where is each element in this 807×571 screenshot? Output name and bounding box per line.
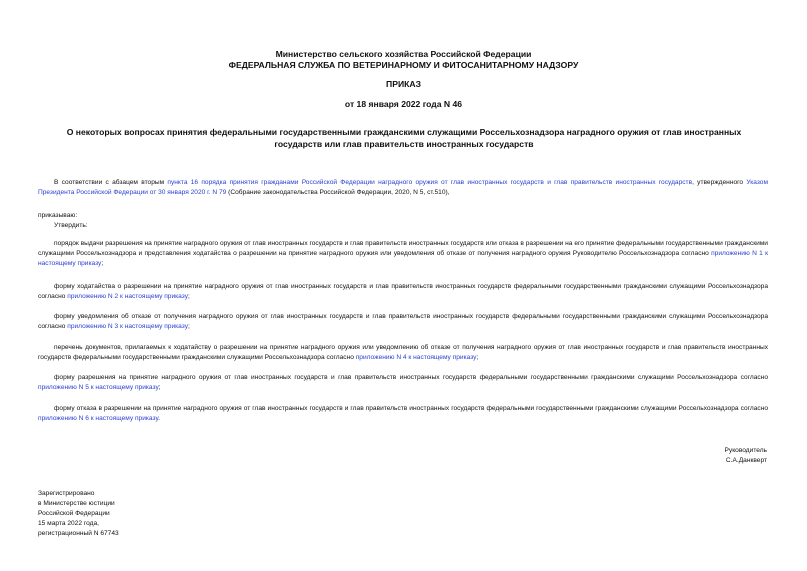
item-text: форму уведомления об отказе от получения наградного оружия от глав иностранных государств и глав правительств иностранных государств федеральными государственными гражданскими служащими Россельхознадзора согласно: [38, 313, 768, 330]
item-end: ;: [158, 384, 161, 391]
item-end: ;: [188, 323, 190, 330]
item-end: ;: [476, 354, 479, 361]
registration-line: Зарегистрировано: [38, 490, 95, 497]
item-text: форму разрешения на принятие наградного оружия от глав иностранных государств и глав правительств иностранных государств федеральными государственными гражданскими служащими Россельхознадзора согласно: [54, 374, 768, 381]
item-end: ;: [101, 260, 104, 267]
intro-text-2: , утвержденного: [692, 179, 747, 186]
signature-name: С.А.Данкверт: [725, 457, 767, 464]
list-item: [38, 343, 768, 363]
link-appendix-5[interactable]: приложению N 5 к настоящему приказу: [38, 384, 159, 391]
document-type: ПРИКАЗ: [386, 79, 421, 89]
link-order-paragraph-16[interactable]: пункта 16 порядка принятия гражданами Российской Федерации наградного оружия от глав иностранных государств и глав правительств иностранных государств: [167, 179, 693, 186]
item-text: форму ходатайства о разрешении на принятие наградного оружия от глав иностранных государств и глав правительств иностранных государств федеральными государственными гражданскими служащими Россельхознадзора согласно: [38, 283, 768, 300]
link-appendix-6[interactable]: приложению N 6 к настоящему приказу: [38, 415, 159, 422]
registration-line: 15 марта 2022 года,: [38, 520, 99, 527]
signature-position: Руководитель: [724, 447, 767, 454]
item-end: ;: [188, 293, 190, 300]
item-text: форму отказа в разрешении на принятие наградного оружия от глав иностранных государств и глав правительств иностранных государств федеральными государственными гражданскими служащими Россельхознадзора согласно: [54, 405, 768, 412]
registration-line: Российской Федерации: [38, 510, 110, 517]
document-title: О некоторых вопросах принятия федеральными государственными гражданскими служащими Россельхознадзора наградного оружия от глав иностранных государств или глав правительств иностранных государств: [66, 127, 742, 149]
ministry-name: Министерство сельского хозяйства Российской Федерации: [275, 49, 532, 59]
intro-text-1: В соответствии с абзацем вторым: [54, 179, 168, 186]
link-appendix-1[interactable]: приложению N 1 к настоящему приказу: [38, 250, 768, 267]
intro-paragraph: [38, 178, 768, 198]
item-text: перечень документов, прилагаемых к ходатайству о разрешении на принятие наградного оружия или уведомлению об отказе от получения наградного оружия от глав иностранных государств и глав правительств иностранных государств федеральными государственными гражданскими служащими Россельхознадзора согласно: [38, 344, 768, 361]
item-end: .: [158, 415, 160, 422]
link-appendix-3[interactable]: приложению N 3 к настоящему приказу: [67, 323, 189, 330]
link-appendix-4[interactable]: приложению N 4 к настоящему приказу: [355, 354, 477, 361]
list-item: [38, 239, 768, 269]
link-appendix-2[interactable]: приложению N 2 к настоящему приказу: [67, 293, 189, 300]
registration-line: регистрационный N 67743: [38, 530, 119, 537]
link-presidential-decree[interactable]: Указом Президента Российской Федерации от 30 января 2020 г. N 79: [38, 179, 768, 196]
document-date: от 18 января 2022 года N 46: [344, 99, 463, 109]
approve-word: Утвердить:: [54, 222, 88, 229]
order-word: приказываю:: [38, 212, 78, 219]
intro-text-3: (Собрание законодательства Российской Федерации, 2020, N 5, ст.510),: [226, 189, 450, 196]
list-item: [38, 404, 768, 424]
registration-block: [38, 489, 119, 539]
registration-line: в Министерстве юстиции: [38, 500, 115, 507]
list-item: [38, 373, 768, 393]
list-item: [38, 312, 768, 332]
service-name: ФЕДЕРАЛЬНАЯ СЛУЖБА ПО ВЕТЕРИНАРНОМУ И ФИТОСАНИТАРНОМУ НАДЗОРУ: [228, 60, 579, 70]
item-text: порядок выдачи разрешения на принятие наградного оружия от глав иностранных государств и глав правительств иностранных государств или отказа в разрешении на его принятие федеральными государственными гражданскими служащими Россельхознадзора и представления ходатайства о разрешении на принятие наградного оружия или уведомления об отказе от получения наградного оружия Руководителю Россельхознадзора согласно: [38, 240, 768, 257]
list-item: [38, 282, 768, 302]
